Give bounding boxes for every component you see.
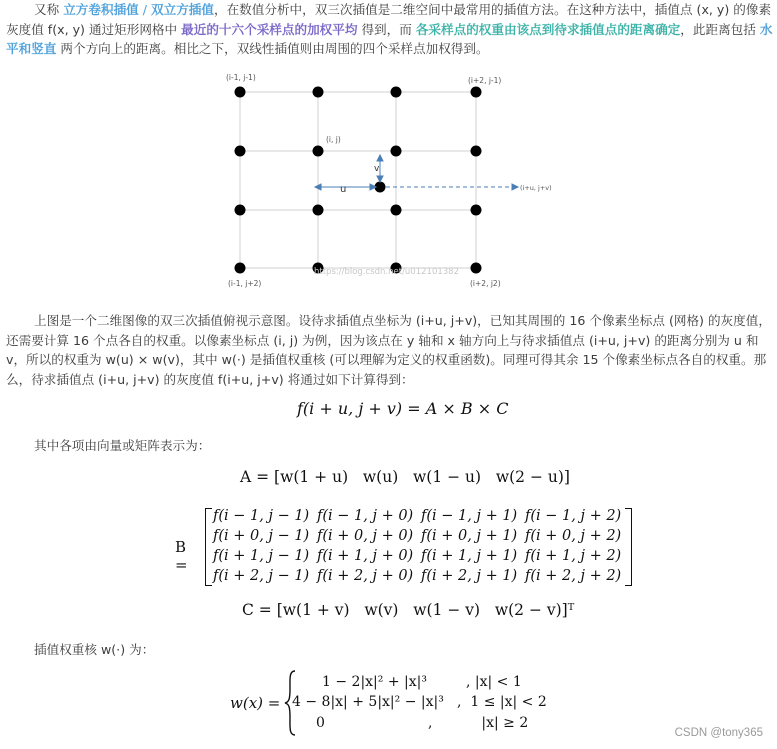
highlight-directions: 水平和竖直 (6, 21, 773, 56)
intro-text-b: ，在数值分析中，双三次插值是二维空间中最常用的插值方法。在这种方法中，插值点 (x, y) 的像素灰度值 f(x, y) 通过矩形网格中 (6, 2, 772, 37)
intro-text-c: 得到，而 (357, 21, 416, 37)
sample-point (313, 205, 324, 216)
matrix-cell: f(i − 1, j + 2) (525, 508, 622, 524)
case-condition: , |x| ≥ 2 (428, 715, 529, 731)
sample-point (471, 205, 482, 216)
matrix-row (213, 546, 629, 566)
matrix-cell: f(i + 0, j + 2) (525, 528, 622, 544)
label-bottom-right: (i+2, j2) (470, 279, 501, 288)
equation-C: C = [w(1 + v) w(v) w(1 − v) w(2 − v)]ᵀ (242, 601, 575, 619)
matrix-bracket-left (205, 508, 212, 586)
sample-point (235, 146, 246, 157)
sample-point (313, 146, 324, 157)
matrix-cell: f(i + 2, j + 0) (317, 568, 414, 584)
link-bicubic-conv[interactable]: 立方卷积插值 (63, 2, 139, 17)
case-expression: 4 − 8|x| + 5|x|² − |x|³ (292, 694, 444, 710)
highlight-weighted-average: 最近的十六个采样点的加权平均 (181, 21, 358, 37)
matrix-row (213, 526, 629, 546)
case-condition: , 1 ≤ |x| < 2 (457, 694, 547, 710)
description-paragraph (6, 311, 774, 389)
matrix-cell: f(i + 2, j + 1) (421, 568, 518, 584)
matrix-B-label: B = (175, 538, 188, 574)
matrix-cell: f(i + 1, j − 1) (213, 548, 310, 564)
label-center: (i, j) (326, 135, 341, 144)
matrix-cell: f(i + 0, j + 0) (317, 528, 414, 544)
highlight-weight-distance: 各采样点的权重由该点到待求插值点的距离确定 (415, 21, 681, 37)
matrix-cell: f(i − 1, j + 0) (317, 508, 414, 524)
matrix-cell: f(i + 1, j + 0) (317, 548, 414, 564)
matrix-bracket-right (625, 508, 632, 586)
matrix-cell: f(i + 0, j − 1) (213, 528, 310, 544)
label-top-right: (i+2, j-1) (468, 76, 502, 85)
link-separator: / (138, 2, 152, 17)
intro-paragraph (6, 0, 774, 59)
matrix-cell: f(i + 1, j + 2) (525, 548, 622, 564)
sample-point (391, 87, 402, 98)
sample-point (313, 87, 324, 98)
matrix-body (213, 506, 629, 586)
matrix-cell: f(i + 2, j − 1) (213, 568, 310, 584)
label-top-left: (i-1, j-1) (226, 73, 256, 82)
grid-lines (240, 92, 476, 268)
sample-point (235, 87, 246, 98)
matrix-cell: f(i + 2, j + 2) (525, 568, 622, 584)
equation-w-label: w(x) = (230, 694, 281, 712)
description-text: 上图是一个二维图像的双三次插值俯视示意图。设待求插值点坐标为 (i+u, j+v)，已知其周围的 16 个像素坐标点 (网格) 的灰度值，还需要计算 16 个点各自的权重。以像素坐标点 (i, j) 为例，因为该点在 y 轴和 x 轴方向上与待求插值点 (i+u, j+v) 的距离分别为 u 和 v，所以的权重为 w(u) × w(v)，其中 w(·) 是插值权重核 (可以理解为定义的权重函数)。同理可得其余 15 个像素坐标点各自的权重。那么，待求插值点 (i+u, j+v) 的灰度值 f(i+u, j+v) 将通过如下计算得到： (6, 313, 771, 387)
case-expression: 1 − 2|x|² + |x|³ (322, 674, 427, 690)
matrix-cell: f(i − 1, j − 1) (213, 508, 310, 524)
label-v: v (374, 164, 380, 174)
intro-text-d: ，此距离包括 (680, 21, 760, 37)
matrix-cell: f(i − 1, j + 1) (421, 508, 518, 524)
label-u: u (340, 184, 347, 195)
kernel-intro-text (6, 640, 774, 660)
sample-point (235, 205, 246, 216)
sample-point (391, 205, 402, 216)
figure-watermark: https://blog.csdn.net/u012101382 (314, 267, 459, 277)
label-target: (i+u, j+v) (520, 184, 552, 192)
intro-text-a: 又称 (34, 2, 64, 17)
sample-point (471, 146, 482, 157)
matrix-row (213, 506, 629, 526)
label-bottom-left: (i-1, j+2) (228, 279, 262, 288)
case-expression: 0 (316, 715, 325, 731)
intro-text-e: 两个方向上的距离。相比之下，双线性插值则由周围的四个采样点加权得到。 (56, 41, 489, 56)
sample-points (235, 87, 482, 274)
matrix-row (213, 566, 629, 586)
sample-point (235, 263, 246, 274)
sample-point (391, 146, 402, 157)
vector-intro-label: 其中各项由向量或矩阵表示为： (34, 438, 211, 453)
sample-point (471, 87, 482, 98)
equation-A: A = [w(1 + u) w(u) w(1 − u) w(2 − u)] (240, 468, 570, 486)
matrix-cell: f(i + 1, j + 1) (421, 548, 518, 564)
link-bicubic[interactable]: 双立方插值 (151, 2, 214, 17)
sample-point (471, 263, 482, 274)
equation-main: f(i + u, j + v) = A × B × C (297, 399, 509, 418)
vector-intro-text (6, 436, 774, 456)
case-condition: , |x| < 1 (466, 674, 522, 690)
matrix-cell: f(i + 0, j + 1) (421, 528, 518, 544)
csdn-watermark: CSDN @tony365 (674, 727, 763, 739)
bicubic-grid-figure (218, 68, 552, 292)
kernel-intro-label: 插值权重核 w(·) 为： (34, 642, 155, 657)
